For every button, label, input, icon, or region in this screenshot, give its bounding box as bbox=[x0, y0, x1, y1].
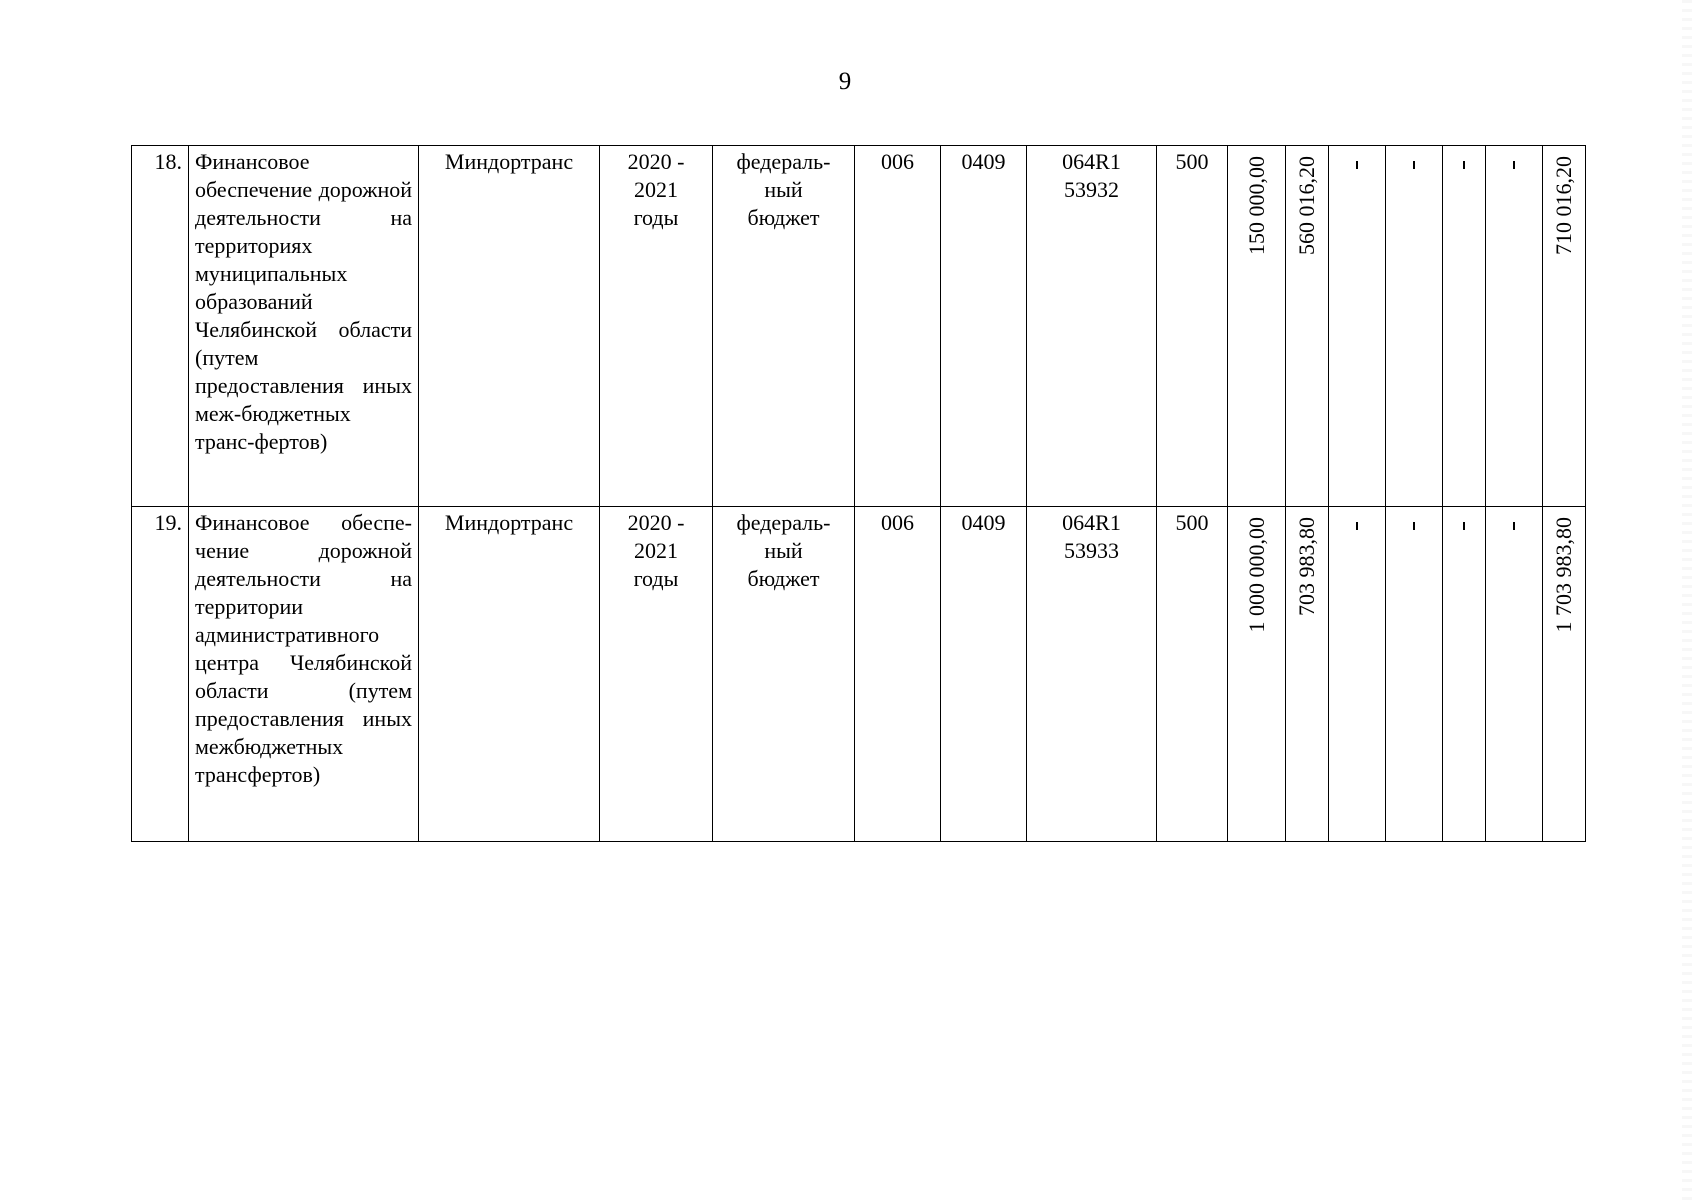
dash-mark bbox=[1356, 522, 1358, 530]
vr-code: 500 bbox=[1157, 507, 1228, 842]
amount-cell bbox=[1286, 507, 1329, 842]
amount-2021: 703 983,80 bbox=[1294, 517, 1319, 616]
empty-amount bbox=[1386, 146, 1443, 507]
empty-amount bbox=[1329, 507, 1386, 842]
executor: Миндортранс bbox=[419, 146, 600, 507]
row-number: 19. bbox=[132, 507, 189, 842]
table-row bbox=[132, 146, 1586, 507]
csr-code-line: 53933 bbox=[1064, 538, 1119, 563]
dash-mark bbox=[1463, 522, 1465, 530]
amount-total: 710 016,20 bbox=[1551, 156, 1576, 255]
amount-total: 1 703 983,80 bbox=[1551, 517, 1576, 633]
period-line: годы bbox=[633, 566, 679, 591]
amount-2021: 560 016,20 bbox=[1294, 156, 1319, 255]
period bbox=[600, 146, 713, 507]
grbs-code: 006 bbox=[855, 507, 941, 842]
funding-source-line: федераль- bbox=[736, 149, 831, 174]
empty-amount bbox=[1386, 507, 1443, 842]
rzpr-code: 0409 bbox=[941, 507, 1027, 842]
rzpr-code: 0409 bbox=[941, 146, 1027, 507]
dash-mark bbox=[1513, 522, 1515, 530]
period bbox=[600, 507, 713, 842]
activity-description: Финансовое обеспе-чение дорожной деятельности на территории административного центра Челябинской области (путем предоставления иных межбюджетных трансфертов) bbox=[189, 507, 419, 842]
vr-code: 500 bbox=[1157, 146, 1228, 507]
dash-mark bbox=[1463, 161, 1465, 169]
page-number: 9 bbox=[838, 68, 852, 95]
amount-cell bbox=[1543, 146, 1586, 507]
amount-2020: 1 000 000,00 bbox=[1243, 517, 1269, 633]
period-line: годы bbox=[633, 205, 679, 230]
csr-code-line: 53932 bbox=[1064, 177, 1119, 202]
funding-source-line: бюджет bbox=[747, 566, 820, 591]
csr-code bbox=[1027, 507, 1157, 842]
dash-mark bbox=[1413, 522, 1415, 530]
period-line: 2021 bbox=[634, 177, 678, 202]
amount-cell bbox=[1543, 507, 1586, 842]
scan-edge bbox=[1682, 0, 1692, 1200]
amount-cell bbox=[1228, 146, 1286, 507]
table-row bbox=[132, 507, 1586, 842]
funding-source-line: ный bbox=[764, 538, 803, 563]
empty-amount bbox=[1486, 507, 1543, 842]
grbs-code: 006 bbox=[855, 146, 941, 507]
funding-source-line: федераль- bbox=[736, 510, 831, 535]
funding-source bbox=[713, 507, 855, 842]
period-line: 2020 - bbox=[627, 149, 685, 174]
csr-code-line: 064R1 bbox=[1062, 510, 1121, 535]
amount-cell bbox=[1228, 507, 1286, 842]
empty-amount bbox=[1486, 146, 1543, 507]
dash-mark bbox=[1413, 161, 1415, 169]
funding-source-line: бюджет bbox=[747, 205, 820, 230]
amount-2020: 150 000,00 bbox=[1243, 156, 1269, 255]
period-line: 2021 bbox=[634, 538, 678, 563]
activity-description: Финансовое обеспечение дорожной деятельности на территориях муниципальных образований Челябинской области (путем предоставления иных меж-бюджетных транс-фертов) bbox=[189, 146, 419, 507]
dash-mark bbox=[1356, 161, 1358, 169]
csr-code-line: 064R1 bbox=[1062, 149, 1121, 174]
amount-cell bbox=[1286, 146, 1329, 507]
executor: Миндортранс bbox=[419, 507, 600, 842]
dash-mark bbox=[1513, 161, 1515, 169]
empty-amount bbox=[1329, 146, 1386, 507]
empty-amount bbox=[1443, 146, 1486, 507]
period-line: 2020 - bbox=[627, 510, 685, 535]
funding-source bbox=[713, 146, 855, 507]
budget-table bbox=[131, 145, 1586, 842]
row-number: 18. bbox=[132, 146, 189, 507]
funding-source-line: ный bbox=[764, 177, 803, 202]
csr-code bbox=[1027, 146, 1157, 507]
empty-amount bbox=[1443, 507, 1486, 842]
